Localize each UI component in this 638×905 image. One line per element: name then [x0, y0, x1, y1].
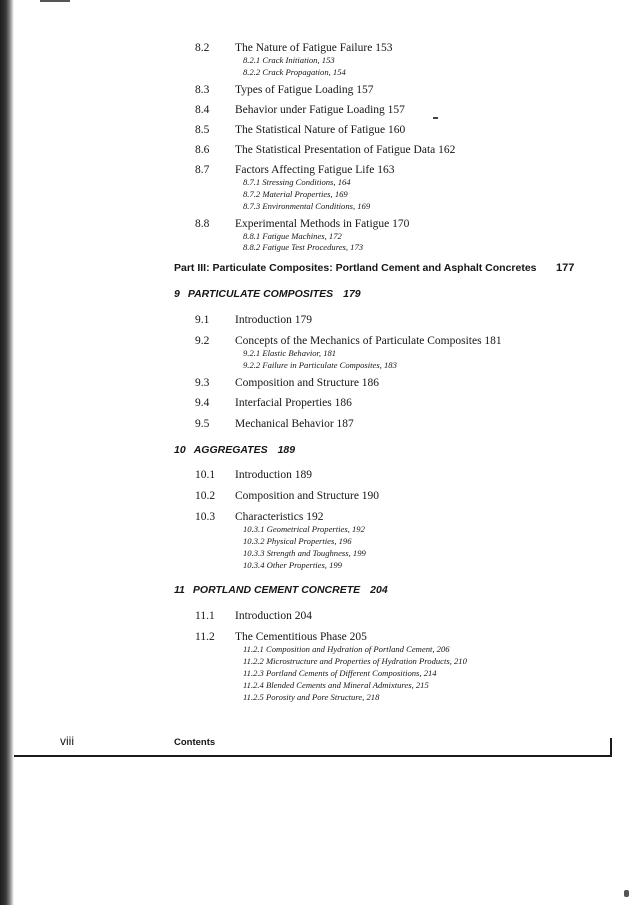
- toc-subsection[interactable]: 8.7.1 Stressing Conditions, 164: [243, 177, 351, 187]
- section-title: Types of Fatigue Loading 157: [235, 84, 374, 96]
- section-number: 10.2: [195, 490, 216, 502]
- section-title: The Statistical Nature of Fatigue 160: [235, 124, 406, 136]
- toc-subsection[interactable]: 10.3.1 Geometrical Properties, 192: [243, 524, 365, 534]
- chapter-11-heading[interactable]: [174, 584, 388, 596]
- section-title: Factors Affecting Fatigue Life 163: [235, 164, 395, 176]
- section-title: Experimental Methods in Fatigue 170: [235, 218, 410, 230]
- section-number: 9.3: [195, 377, 210, 389]
- chapter-title: PORTLAND CEMENT CONCRETE: [192, 584, 361, 596]
- toc-subsection[interactable]: 8.8.1 Fatigue Machines, 172: [243, 231, 342, 241]
- section-title: Composition and Structure 190: [235, 490, 380, 502]
- section-number: 8.4: [195, 104, 210, 116]
- section-number: 8.8: [195, 218, 210, 230]
- section-title: Composition and Structure 186: [235, 377, 380, 389]
- toc-subsection[interactable]: 8.2.1 Crack Initiation, 153: [243, 55, 335, 65]
- book-binding-shadow: [0, 0, 14, 905]
- chapter-number: 11: [174, 584, 185, 596]
- section-title: The Cementitious Phase 205: [235, 631, 367, 643]
- toc-subsection[interactable]: 8.8.2 Fatigue Test Procedures, 173: [243, 242, 364, 252]
- scan-speck: [624, 890, 629, 897]
- section-number: 9.1: [195, 314, 210, 326]
- part-page: 177: [556, 262, 575, 274]
- page-number: viii: [60, 734, 74, 748]
- toc-subsection[interactable]: 8.7.3 Environmental Conditions, 169: [243, 201, 371, 211]
- toc-subsection[interactable]: 8.2.2 Crack Propagation, 154: [243, 67, 346, 77]
- toc-subsection[interactable]: 11.2.4 Blended Cements and Mineral Admixtures, 215: [243, 680, 429, 690]
- toc-subsection[interactable]: 9.2.2 Failure in Particulate Composites, 183: [243, 360, 397, 370]
- section-title: Behavior under Fatigue Loading 157: [235, 104, 405, 116]
- chapter-number: 9: [174, 288, 180, 300]
- toc-subsection[interactable]: 8.7.2 Material Properties, 169: [243, 189, 348, 199]
- part-title[interactable]: Part III: Particulate Composites: Portland Cement and Asphalt Concretes: [174, 262, 537, 274]
- section-title: Concepts of the Mechanics of Particulate Composites 181: [235, 335, 502, 347]
- section-title: Interfacial Properties 186: [235, 397, 352, 409]
- section-number: 9.4: [195, 397, 210, 409]
- toc-subsection[interactable]: 10.3.2 Physical Properties, 196: [243, 536, 352, 546]
- section-title: Introduction 179: [235, 314, 312, 326]
- toc-subsection[interactable]: 10.3.4 Other Properties, 199: [243, 560, 342, 570]
- section-number: 9.5: [195, 418, 210, 430]
- toc-subsection[interactable]: 10.3.3 Strength and Toughness, 199: [243, 548, 366, 558]
- section-number: 10.1: [195, 469, 216, 481]
- toc-subsection[interactable]: 11.2.2 Microstructure and Properties of Hydration Products, 210: [243, 656, 467, 666]
- chapter-10-heading[interactable]: [174, 444, 295, 456]
- section-title: Mechanical Behavior 187: [235, 418, 354, 430]
- toc-subsection[interactable]: 11.2.5 Porosity and Pore Structure, 218: [243, 692, 380, 702]
- footer-rule: [14, 755, 612, 757]
- section-title: Characteristics 192: [235, 511, 324, 523]
- section-number: 8.3: [195, 84, 210, 96]
- page-corner-mark: [40, 0, 70, 2]
- chapter-page: 179: [343, 288, 361, 300]
- running-footer: Contents: [174, 737, 216, 748]
- section-number: 11.2: [195, 631, 215, 643]
- chapter-page: 189: [277, 444, 296, 456]
- section-title: Introduction 189: [235, 469, 312, 481]
- toc-subsection[interactable]: 11.2.1 Composition and Hydration of Portland Cement, 206: [243, 644, 450, 654]
- section-title: The Nature of Fatigue Failure 153: [235, 42, 393, 54]
- section-number: 9.2: [195, 335, 210, 347]
- section-number: 8.2: [195, 42, 210, 54]
- chapter-title: AGGREGATES: [193, 444, 268, 456]
- section-number: 8.5: [195, 124, 210, 136]
- chapter-title: PARTICULATE COMPOSITES: [187, 288, 334, 300]
- section-number: 11.1: [195, 610, 215, 622]
- toc-subsection[interactable]: 9.2.1 Elastic Behavior, 181: [243, 348, 337, 358]
- chapter-number: 10: [174, 444, 186, 456]
- chapter-9-heading[interactable]: [174, 288, 361, 300]
- section-title: Introduction 204: [235, 610, 312, 622]
- chapter-page: 204: [370, 584, 388, 596]
- section-number: 8.7: [195, 164, 210, 176]
- section-title: The Statistical Presentation of Fatigue Data 162: [235, 144, 456, 156]
- section-number: 10.3: [195, 511, 216, 523]
- stray-pen-mark: [433, 117, 438, 119]
- footer-rule-tick: [610, 738, 612, 757]
- section-number: 8.6: [195, 144, 210, 156]
- toc-subsection[interactable]: 11.2.3 Portland Cements of Different Compositions, 214: [243, 668, 437, 678]
